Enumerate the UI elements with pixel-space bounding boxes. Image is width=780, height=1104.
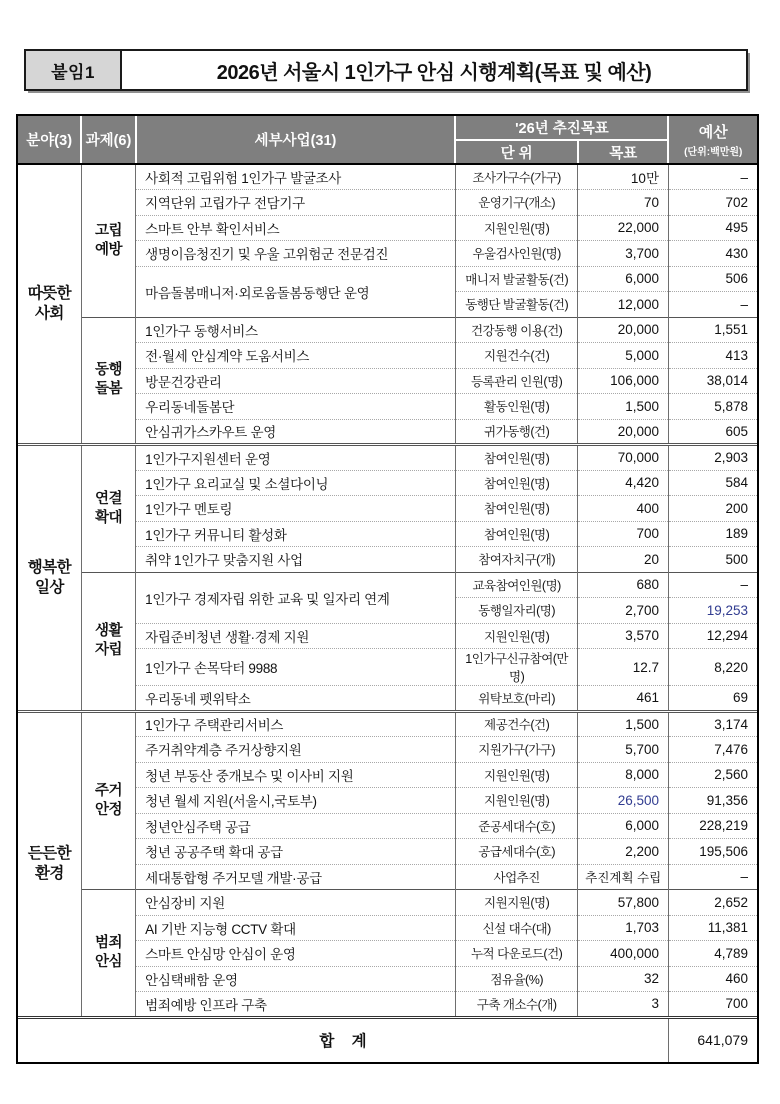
unit-cell: 참여자치구(개) xyxy=(455,547,578,573)
header-project: 세부사업(31) xyxy=(136,116,456,164)
budget-cell: 189 xyxy=(668,521,757,547)
table-row xyxy=(18,317,757,343)
table-row xyxy=(18,164,757,190)
task-cell-housing-stability: 주거 안정 xyxy=(81,711,135,890)
project-cell: 1인가구 주택관리서비스 xyxy=(136,711,456,737)
budget-cell: 1,551 xyxy=(668,317,757,343)
table-header xyxy=(18,116,757,164)
project-cell: 취약 1인가구 맞춤지원 사업 xyxy=(136,547,456,573)
table-row xyxy=(18,445,757,471)
project-cell: 사회적 고립위험 1인가구 발굴조사 xyxy=(136,164,456,190)
unit-cell: 지원인원(명) xyxy=(455,762,578,788)
task-cell-isolation-prevention: 고립 예방 xyxy=(81,164,135,317)
budget-cell: 7,476 xyxy=(668,737,757,763)
budget-cell: 2,652 xyxy=(668,890,757,916)
goal-cell: 20,000 xyxy=(578,317,669,343)
budget-cell: 11,381 xyxy=(668,915,757,941)
unit-cell: 등록관리 인원(명) xyxy=(455,368,578,394)
budget-cell: 195,506 xyxy=(668,839,757,865)
header-budget-label: 예산 xyxy=(698,124,728,141)
goal-cell: 26,500 xyxy=(578,788,669,814)
goal-cell: 2,200 xyxy=(578,839,669,865)
goal-cell: 32 xyxy=(578,966,669,992)
total-row xyxy=(18,1017,757,1062)
goal-cell: 2,700 xyxy=(578,598,669,624)
header-goal: 목표 xyxy=(578,140,669,164)
budget-cell: 702 xyxy=(668,190,757,216)
budget-cell: 500 xyxy=(668,547,757,573)
budget-cell: 5,878 xyxy=(668,394,757,420)
goal-cell: 6,000 xyxy=(578,266,669,292)
unit-cell: 참여인원(명) xyxy=(455,445,578,471)
goal-cell: 3,700 xyxy=(578,241,669,267)
project-cell: 1인가구 손목닥터 9988 xyxy=(136,649,456,686)
unit-cell: 우울검사인원(명) xyxy=(455,241,578,267)
goal-cell: 5,000 xyxy=(578,343,669,369)
project-cell: 우리동네돌봄단 xyxy=(136,394,456,420)
project-cell: 1인가구 요리교실 및 소셜다이닝 xyxy=(136,470,456,496)
goal-cell: 12,000 xyxy=(578,292,669,318)
unit-cell: 운영기구(개소) xyxy=(455,190,578,216)
goal-cell: 8,000 xyxy=(578,762,669,788)
project-cell: 세대통합형 주거모델 개발·공급 xyxy=(136,864,456,890)
budget-cell: 700 xyxy=(668,992,757,1018)
unit-cell: 지원인원(명) xyxy=(455,788,578,814)
budget-cell: 200 xyxy=(668,496,757,522)
budget-cell: 19,253 xyxy=(668,598,757,624)
unit-cell: 지원인원(명) xyxy=(455,623,578,649)
unit-cell: 누적 다운로드(건) xyxy=(455,941,578,967)
budget-cell: 91,356 xyxy=(668,788,757,814)
goal-cell: 20 xyxy=(578,547,669,573)
goal-cell: 22,000 xyxy=(578,215,669,241)
budget-cell: 12,294 xyxy=(668,623,757,649)
field-cell-warm-society: 따뜻한 사회 xyxy=(27,284,72,322)
budget-cell: 38,014 xyxy=(668,368,757,394)
goal-cell: 400,000 xyxy=(578,941,669,967)
goal-cell: 12.7 xyxy=(578,649,669,686)
budget-cell: 430 xyxy=(668,241,757,267)
unit-cell: 점유율(%) xyxy=(455,966,578,992)
unit-cell: 활동인원(명) xyxy=(455,394,578,420)
unit-cell: 동행단 발굴활동(건) xyxy=(455,292,578,318)
project-cell: 우리동네 펫위탁소 xyxy=(136,686,456,712)
project-cell: 주거취약계층 주거상향지원 xyxy=(136,737,456,763)
unit-cell: 교육참여인원(명) xyxy=(455,572,578,598)
unit-cell: 1인가구신규참여(만명) xyxy=(455,649,578,686)
goal-cell: 57,800 xyxy=(578,890,669,916)
task-cell-connection-expansion: 연결 확대 xyxy=(81,445,135,573)
project-cell: 마음돌봄매니저·외로움돌봄동행단 운영 xyxy=(136,266,456,317)
project-cell: 안심택배함 운영 xyxy=(136,966,456,992)
goal-cell: 추진계획 수립 xyxy=(578,864,669,890)
field-cell-solid-environment: 든든한 환경 xyxy=(18,711,81,1017)
goal-cell: 1,500 xyxy=(578,711,669,737)
budget-cell: 228,219 xyxy=(668,813,757,839)
project-cell: 방문건강관리 xyxy=(136,368,456,394)
task-cell-living-independence: 생활 자립 xyxy=(81,572,135,711)
field-cell-happy-daily-life: 행복한 일상 xyxy=(18,445,81,712)
project-cell: 청년 월세 지원(서울시,국토부) xyxy=(136,788,456,814)
project-cell: 1인가구지원센터 운영 xyxy=(136,445,456,471)
goal-cell: 3 xyxy=(578,992,669,1018)
project-cell: 지역단위 고립가구 전담기구 xyxy=(136,190,456,216)
budget-cell: 2,560 xyxy=(668,762,757,788)
total-label: 합 계 xyxy=(18,1017,668,1062)
budget-cell: 2,903 xyxy=(668,445,757,471)
unit-cell: 동행일자리(명) xyxy=(455,598,578,624)
header-field: 분야(3) xyxy=(18,116,81,164)
budget-cell: 506 xyxy=(668,266,757,292)
unit-cell: 공급세대수(호) xyxy=(455,839,578,865)
unit-cell: 건강동행 이용(건) xyxy=(455,317,578,343)
document-title: 2026년 서울시 1인가구 안심 시행계획(목표 및 예산) xyxy=(216,61,652,84)
goal-cell: 680 xyxy=(578,572,669,598)
budget-cell: 8,220 xyxy=(668,649,757,686)
project-cell: 생명이음청진기 및 우울 고위험군 전문검진 xyxy=(136,241,456,267)
unit-cell: 사업추진 xyxy=(455,864,578,890)
unit-cell: 참여인원(명) xyxy=(455,521,578,547)
goal-cell: 10만 xyxy=(578,164,669,190)
project-cell: 범죄예방 인프라 구축 xyxy=(136,992,456,1018)
budget-cell: – xyxy=(668,864,757,890)
unit-cell: 지원건수(건) xyxy=(455,343,578,369)
title-box xyxy=(24,49,748,91)
unit-cell: 구축 개소수(개) xyxy=(455,992,578,1018)
unit-cell: 지원가구(가구) xyxy=(455,737,578,763)
header-budget xyxy=(668,116,757,164)
unit-cell: 조사가구수(가구) xyxy=(455,164,578,190)
unit-cell: 참여인원(명) xyxy=(455,470,578,496)
goal-cell: 5,700 xyxy=(578,737,669,763)
project-cell: 1인가구 동행서비스 xyxy=(136,317,456,343)
budget-cell: 495 xyxy=(668,215,757,241)
budget-cell: – xyxy=(668,572,757,598)
budget-cell: 4,789 xyxy=(668,941,757,967)
budget-cell: 584 xyxy=(668,470,757,496)
goal-cell: 1,703 xyxy=(578,915,669,941)
goal-cell: 700 xyxy=(578,521,669,547)
header-goal-group: '26년 추진목표 xyxy=(455,116,668,140)
goal-cell: 106,000 xyxy=(578,368,669,394)
project-cell: 청년 공공주택 확대 공급 xyxy=(136,839,456,865)
budget-cell: 605 xyxy=(668,419,757,445)
project-cell: 1인가구 경제자립 위한 교육 및 일자리 연계 xyxy=(136,572,456,623)
unit-cell: 제공건수(건) xyxy=(455,711,578,737)
unit-cell: 지원지원(명) xyxy=(455,890,578,916)
goal-cell: 70 xyxy=(578,190,669,216)
unit-cell: 지원인원(명) xyxy=(455,215,578,241)
unit-cell: 참여인원(명) xyxy=(455,496,578,522)
table-row xyxy=(18,890,757,916)
goal-cell: 3,570 xyxy=(578,623,669,649)
project-cell: 전·월세 안심계약 도움서비스 xyxy=(136,343,456,369)
budget-cell: 413 xyxy=(668,343,757,369)
goal-cell: 1,500 xyxy=(578,394,669,420)
budget-cell: 460 xyxy=(668,966,757,992)
budget-cell: – xyxy=(668,292,757,318)
table-row xyxy=(18,572,757,598)
project-cell: AI 기반 지능형 CCTV 확대 xyxy=(136,915,456,941)
project-cell: 스마트 안심망 안심이 운영 xyxy=(136,941,456,967)
unit-cell: 위탁보호(마리) xyxy=(455,686,578,712)
task-cell-crime-safety: 범죄 안심 xyxy=(81,890,135,1018)
goal-cell: 6,000 xyxy=(578,813,669,839)
goal-cell: 461 xyxy=(578,686,669,712)
total-value: 641,079 xyxy=(668,1017,757,1062)
project-cell: 청년 부동산 중개보수 및 이사비 지원 xyxy=(136,762,456,788)
project-cell: 안심장비 지원 xyxy=(136,890,456,916)
unit-cell: 귀가동행(건) xyxy=(455,419,578,445)
project-cell: 청년안심주택 공급 xyxy=(136,813,456,839)
task-cell-companion-care: 동행 돌봄 xyxy=(81,317,135,445)
project-cell: 1인가구 커뮤니티 활성화 xyxy=(136,521,456,547)
attachment-badge: 붙임1 xyxy=(26,51,122,89)
header-task: 과제(6) xyxy=(81,116,135,164)
unit-cell: 매니저 발굴활동(건) xyxy=(455,266,578,292)
budget-cell: – xyxy=(668,164,757,190)
plan-table xyxy=(16,114,759,1064)
unit-cell: 신설 대수(대) xyxy=(455,915,578,941)
goal-cell: 70,000 xyxy=(578,445,669,471)
goal-cell: 4,420 xyxy=(578,470,669,496)
budget-cell: 3,174 xyxy=(668,711,757,737)
goal-cell: 20,000 xyxy=(578,419,669,445)
project-cell: 자립준비청년 생활·경제 지원 xyxy=(136,623,456,649)
project-cell: 안심귀가스카우트 운영 xyxy=(136,419,456,445)
header-budget-unit: (단위:백만원) xyxy=(684,147,743,158)
budget-cell: 69 xyxy=(668,686,757,712)
goal-cell: 400 xyxy=(578,496,669,522)
table-row xyxy=(18,711,757,737)
header-unit: 단 위 xyxy=(455,140,578,164)
project-cell: 1인가구 멘토링 xyxy=(136,496,456,522)
unit-cell: 준공세대수(호) xyxy=(455,813,578,839)
project-cell: 스마트 안부 확인서비스 xyxy=(136,215,456,241)
